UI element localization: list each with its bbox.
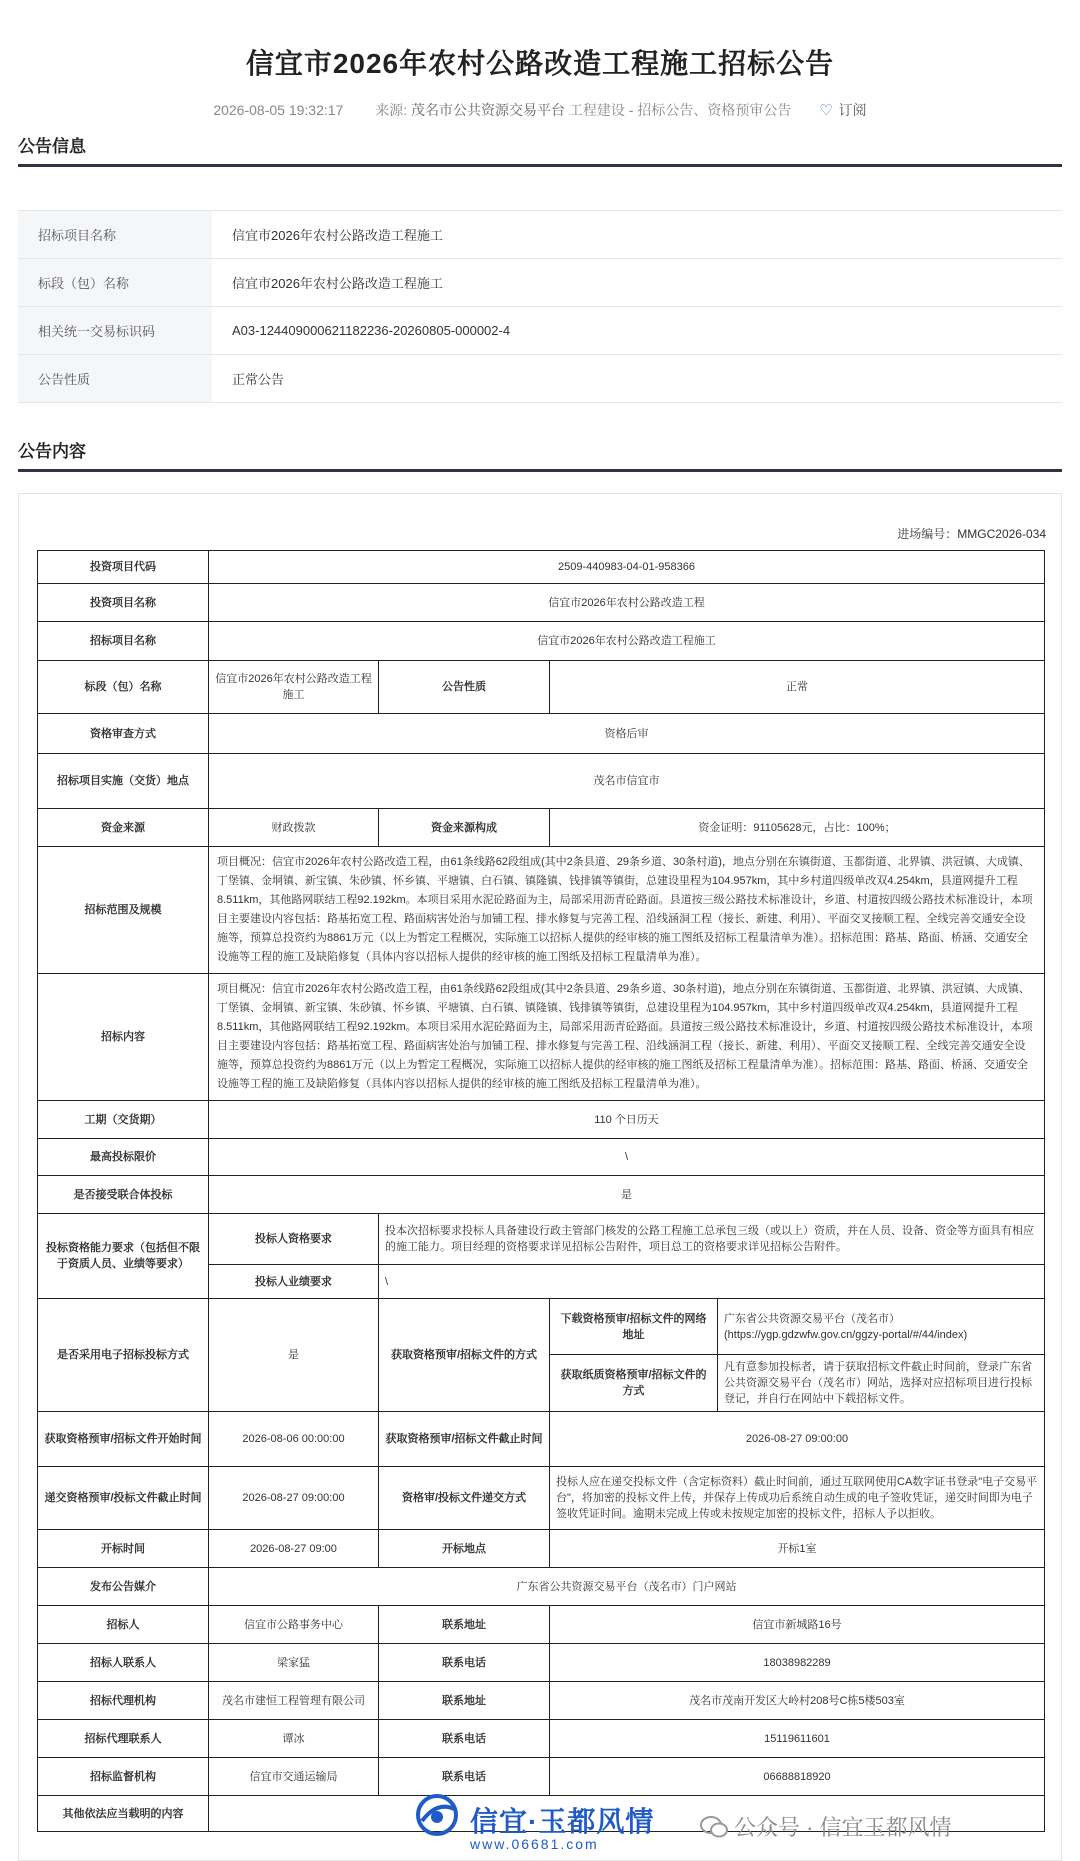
table-row bbox=[38, 847, 1045, 974]
cell-value: 投标人应在递交投标文件（含定标资料）截止时间前，通过互联网使用CA数字证书登录"电子交易平台"，将加密的投标文件上传，并保存上传成功后系统自动生成的电子签收凭证，递交时间即为电子签收凭证时间。逾期未完成上传或未按规定加密的投标文件，招标人予以拒收。 bbox=[550, 1467, 1045, 1530]
table-row bbox=[38, 1568, 1045, 1606]
table-row bbox=[38, 1467, 1045, 1530]
table-row bbox=[18, 211, 1062, 259]
table-row bbox=[38, 1214, 1045, 1265]
cell-value: 资金证明：91105628元，占比：100%； bbox=[550, 809, 1045, 847]
table-row bbox=[38, 1644, 1045, 1682]
cell-key: 招标监督机构 bbox=[38, 1758, 209, 1796]
cell-value: 资格后审 bbox=[209, 714, 1045, 754]
source bbox=[375, 102, 791, 118]
cell-value: 信宜市2026年农村公路改造工程施工 bbox=[209, 661, 379, 714]
source-link[interactable]: 茂名市公共资源交易平台 bbox=[410, 102, 565, 118]
cell-key: 开标地点 bbox=[379, 1530, 550, 1568]
section-content bbox=[18, 437, 1062, 462]
table-row bbox=[38, 809, 1045, 847]
cell-value: 是 bbox=[209, 1176, 1045, 1214]
cell-value: 15119611601 bbox=[550, 1720, 1045, 1758]
cell-key: 资金来源构成 bbox=[379, 809, 550, 847]
cell-value: 梁家猛 bbox=[209, 1644, 379, 1682]
cell-value: 广东省公共资源交易平台（茂名市）门户网站 bbox=[209, 1568, 1045, 1606]
table-row bbox=[38, 714, 1045, 754]
info-key: 标段（包）名称 bbox=[18, 259, 212, 307]
cell-key: 是否接受联合体投标 bbox=[38, 1176, 209, 1214]
cell-value: 信宜市公路事务中心 bbox=[209, 1606, 379, 1644]
watermark-gzh-text: 公众号 · 信宜玉都风情 bbox=[734, 1815, 952, 1840]
section-divider bbox=[18, 164, 1062, 167]
cell-value: 2026-08-06 00:00:00 bbox=[209, 1412, 379, 1467]
cell-key: 招标代理机构 bbox=[38, 1682, 209, 1720]
heart-icon: ♡ bbox=[819, 102, 833, 119]
cell-key: 是否采用电子招标投标方式 bbox=[38, 1299, 209, 1412]
info-key: 相关统一交易标识码 bbox=[18, 307, 212, 355]
info-value: 正常公告 bbox=[212, 355, 1062, 403]
cell-key: 发布公告媒介 bbox=[38, 1568, 209, 1606]
cell-key: 获取资格预审/招标文件截止时间 bbox=[379, 1412, 550, 1467]
table-row bbox=[38, 1606, 1045, 1644]
cell-key: 获取纸质资格预审/招标文件的方式 bbox=[550, 1355, 718, 1412]
cell-value: \ bbox=[379, 1265, 1045, 1299]
cell-value: 信宜市2026年农村公路改造工程施工 bbox=[209, 622, 1045, 661]
cell-value: 18038982289 bbox=[550, 1644, 1045, 1682]
table-row bbox=[38, 1101, 1045, 1139]
cell-value: 项目概况：信宜市2026年农村公路改造工程，由61条线路62段组成(其中2条县道、29条乡道、30条村道)，地点分别在东镇街道、玉都街道、北界镇、洪冠镇、大成镇、丁堡镇、金垌镇、新宝镇、朱砂镇、怀乡镇、平塘镇、白石镇、镇隆镇、钱排镇等镇街，总建设里程为104.957km，其中乡村道四级单改双4.254km，县道网提升工程8.511km，其他路网联结工程92.192km。本项目采用水泥砼路面为主，局部采用沥青砼路面。县道按三级公路技术标准设计，乡道、村道按四级公路技术标准设计，本项目主要建设内容包括：路基拓宽工程、路面病害处治与加铺工程、排水修复与完善工程、沿线涵洞工程（接长、新建、利用）、平面交叉接顺工程、全线完善交通安全设施等，预算总投资约为8861万元（以上为暂定工程概况，实际施工以招标人提供的经审核的施工图纸及招标工程量清单为准）。招标范围：路基、路面、桥涵、交通安全设施等工程的施工及缺陷修复（具体内容以招标人提供的经审核的施工图纸及招标工程量清单为准）。 bbox=[209, 974, 1045, 1101]
section-divider bbox=[18, 469, 1062, 472]
info-table bbox=[18, 210, 1062, 403]
cell-key: 联系电话 bbox=[379, 1644, 550, 1682]
cell-key: 联系电话 bbox=[379, 1758, 550, 1796]
cell-value: 信宜市交通运输局 bbox=[209, 1758, 379, 1796]
cell-key: 投标人业绩要求 bbox=[209, 1265, 379, 1299]
cell-value: 正常 bbox=[550, 661, 1045, 714]
source-label: 来源: bbox=[375, 102, 408, 118]
brand-logo-icon bbox=[412, 1793, 462, 1837]
table-row bbox=[38, 584, 1045, 622]
cell-key: 联系地址 bbox=[379, 1682, 550, 1720]
info-key: 招标项目名称 bbox=[18, 211, 212, 259]
cell-key: 最高投标限价 bbox=[38, 1139, 209, 1176]
wechat-icon bbox=[700, 1816, 728, 1838]
table-row bbox=[38, 1412, 1045, 1467]
meta-line bbox=[0, 100, 1080, 120]
table-row bbox=[18, 259, 1062, 307]
cell-key: 获取资格预审/招标文件开始时间 bbox=[38, 1412, 209, 1467]
cell-value: 06688818920 bbox=[550, 1758, 1045, 1796]
table-row bbox=[38, 661, 1045, 714]
page-title: 信宜市2026年农村公路改造工程施工招标公告 bbox=[245, 48, 835, 79]
cell-key: 联系电话 bbox=[379, 1720, 550, 1758]
cell-value: 2026-08-27 09:00:00 bbox=[550, 1412, 1045, 1467]
cell-key: 标段（包）名称 bbox=[38, 661, 209, 714]
cell-key: 其他依法应当载明的内容 bbox=[38, 1796, 209, 1832]
cell-key: 递交资格预审/投标文件截止时间 bbox=[38, 1467, 209, 1530]
cell-value: 茂名市建恒工程管理有限公司 bbox=[209, 1682, 379, 1720]
cell-value: 谭冰 bbox=[209, 1720, 379, 1758]
table-row bbox=[38, 622, 1045, 661]
cell-value: 是 bbox=[209, 1299, 379, 1412]
table-row bbox=[38, 1176, 1045, 1214]
table-row bbox=[38, 1720, 1045, 1758]
table-row bbox=[38, 754, 1045, 809]
cell-key: 下载资格预审/招标文件的网络地址 bbox=[550, 1299, 718, 1355]
cell-key: 投标人资格要求 bbox=[209, 1214, 379, 1265]
table-row bbox=[38, 551, 1045, 584]
category: 工程建设 - 招标公告、资格预审公告 bbox=[568, 102, 792, 118]
cell-key: 资格审查方式 bbox=[38, 714, 209, 754]
info-value: 信宜市2026年农村公路改造工程施工 bbox=[212, 211, 1062, 259]
cell-key: 投标资格能力要求（包括但不限于资质人员、业绩等要求） bbox=[38, 1214, 209, 1299]
cell-key: 开标时间 bbox=[38, 1530, 209, 1568]
tender-table bbox=[37, 550, 1045, 1832]
cell-key: 招标内容 bbox=[38, 974, 209, 1101]
info-value: 信宜市2026年农村公路改造工程施工 bbox=[212, 259, 1062, 307]
table-row bbox=[18, 307, 1062, 355]
cell-key: 招标人联系人 bbox=[38, 1644, 209, 1682]
section-content-title: 公告内容 bbox=[18, 442, 86, 461]
cell-value: 110 个日历天 bbox=[209, 1101, 1045, 1139]
cell-key: 招标项目实施（交货）地点 bbox=[38, 754, 209, 809]
cell-key: 投资项目代码 bbox=[38, 551, 209, 584]
watermark-brand: 信宜·玉都风情 bbox=[470, 1806, 655, 1837]
cell-value: 财政拨款 bbox=[209, 809, 379, 847]
cell-value: 茂名市信宜市 bbox=[209, 754, 1045, 809]
table-row bbox=[38, 974, 1045, 1101]
table-row bbox=[38, 1139, 1045, 1176]
watermark-official-account bbox=[700, 1811, 952, 1842]
entry-number: 进场编号：MMGC2026-034 bbox=[897, 527, 1046, 541]
cell-key: 公告性质 bbox=[379, 661, 550, 714]
cell-value: \ bbox=[209, 1139, 1045, 1176]
cell-key: 招标范围及规模 bbox=[38, 847, 209, 974]
cell-value: 2026-08-27 09:00 bbox=[209, 1530, 379, 1568]
subscribe-button[interactable] bbox=[819, 102, 866, 118]
cell-value: 信宜市新城路16号 bbox=[550, 1606, 1045, 1644]
section-info bbox=[18, 132, 1062, 157]
watermark-url: www.06681.com bbox=[470, 1836, 599, 1852]
cell-value: 信宜市2026年农村公路改造工程 bbox=[209, 584, 1045, 622]
cell-key: 投资项目名称 bbox=[38, 584, 209, 622]
subscribe-label: 订阅 bbox=[838, 102, 867, 118]
info-value: A03-124409000621182236-20260805-000002-4 bbox=[212, 307, 1062, 355]
cell-value: 凡有意参加投标者，请于获取招标文件截止时间前，登录广东省公共资源交易平台（茂名市）网站，选择对应招标项目进行投标登记，并自行在网站中下载招标文件。 bbox=[718, 1355, 1045, 1412]
cell-key: 招标代理联系人 bbox=[38, 1720, 209, 1758]
table-row bbox=[38, 1299, 1045, 1355]
section-info-title: 公告信息 bbox=[18, 137, 86, 156]
table-row bbox=[38, 1758, 1045, 1796]
cell-key: 联系地址 bbox=[379, 1606, 550, 1644]
cell-key: 招标项目名称 bbox=[38, 622, 209, 661]
cell-value: 项目概况：信宜市2026年农村公路改造工程，由61条线路62段组成(其中2条县道、29条乡道、30条村道)，地点分别在东镇街道、玉都街道、北界镇、洪冠镇、大成镇、丁堡镇、金垌镇、新宝镇、朱砂镇、怀乡镇、平塘镇、白石镇、镇隆镇、钱排镇等镇街，总建设里程为104.957km，其中乡村道四级单改双4.254km，县道网提升工程8.511km，其他路网联结工程92.192km。本项目采用水泥砼路面为主，局部采用沥青砼路面。县道按三级公路技术标准设计，乡道、村道按四级公路技术标准设计，本项目主要建设内容包括：路基拓宽工程、路面病害处治与加铺工程、排水修复与完善工程、沿线涵洞工程（接长、新建、利用）、平面交叉接顺工程、全线完善交通安全设施等，预算总投资约为8861万元（以上为暂定工程概况，实际施工以招标人提供的经审核的施工图纸及招标工程量清单为准）。招标范围：路基、路面、桥涵、交通安全设施等工程的施工及缺陷修复（具体内容以招标人提供的经审核的施工图纸及招标工程量清单为准）。 bbox=[209, 847, 1045, 974]
cell-key: 招标人 bbox=[38, 1606, 209, 1644]
info-key: 公告性质 bbox=[18, 355, 212, 403]
cell-value: 2026-08-27 09:00:00 bbox=[209, 1467, 379, 1530]
cell-value: 2509-440983-04-01-958366 bbox=[209, 551, 1045, 584]
table-row bbox=[38, 1530, 1045, 1568]
cell-value: 投本次招标要求投标人具备建设行政主管部门核发的公路工程施工总承包三级（或以上）资质，并在人员、设备、资金等方面具有相应的施工能力。项目经理的资格要求详见招标公告附件，项目总工的资格要求详见招标公告附件。 bbox=[379, 1214, 1045, 1265]
cell-key: 获取资格预审/招标文件的方式 bbox=[379, 1299, 550, 1412]
cell-value: 广东省公共资源交易平台（茂名市）(https://ygp.gdzwfw.gov.cn/ggzy-portal/#/44/index) bbox=[718, 1299, 1045, 1355]
cell-key: 工期（交货期） bbox=[38, 1101, 209, 1139]
cell-value: 茂名市茂南开发区大岭村208号C栋5楼503室 bbox=[550, 1682, 1045, 1720]
table-row bbox=[18, 355, 1062, 403]
publish-datetime: 2026-08-05 19:32:17 bbox=[213, 102, 344, 118]
cell-key: 资格审/投标文件递交方式 bbox=[379, 1467, 550, 1530]
cell-key: 资金来源 bbox=[38, 809, 209, 847]
cell-value: 开标1室 bbox=[550, 1530, 1045, 1568]
table-row bbox=[38, 1682, 1045, 1720]
